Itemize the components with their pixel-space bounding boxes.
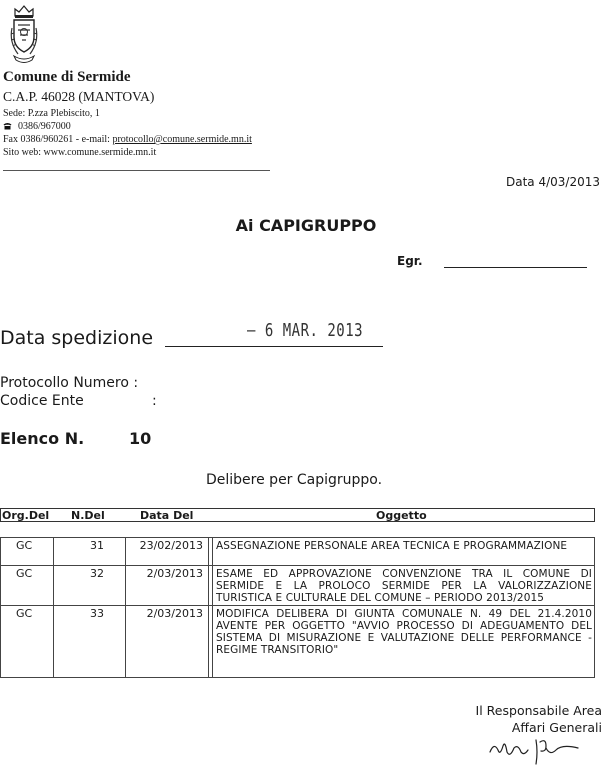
codice-ente-label: Codice Ente [0,393,84,409]
responsabile-line1: Il Responsabile Area [475,703,602,718]
row-divider [0,677,595,678]
fax-email-row [3,134,252,146]
row3-oggetto: MODIFICA DELIBERA DI GIUNTA COMUNALE N. 49 DEL 21.4.2010 AVENTE PER OGGETTO "AVVIO PROCESSO DI ADEGUAMENTO DEL SISTEMA DI MISURAZIONE E VALUTAZIONE DELLE PERFORMANCE - REGIME TRANSITORIO" [216,608,592,656]
row3-num: 33 [90,607,104,620]
phone-row [3,121,71,133]
egr-blank-line [444,267,587,268]
header-n-del: N.Del [71,509,105,522]
column-divider [212,537,213,677]
row2-date: 2/03/2013 [146,567,203,580]
column-divider [594,537,595,677]
delibere-title: Delibere per Capigruppo. [206,472,383,488]
spedizione-label: Data spedizione [0,327,154,349]
row-divider [0,605,595,606]
date-stamp: – 6 MAR. 2013 [247,321,364,341]
row1-date: 23/02/2013 [139,539,203,552]
egr-label: Egr. [397,254,423,268]
header-org-del: Org.Del [2,509,50,522]
row-divider [0,565,595,566]
responsabile-line2: Affari Generali [511,720,602,735]
header-data-del: Data Del [140,509,194,522]
website: Sito web: www.comune.sermide.mn.it [3,147,157,158]
header-oggetto: Oggetto [376,509,427,522]
document-date: Data 4/03/2013 [506,175,600,189]
email-link[interactable]: protocollo@comune.sermide.mn.it [112,134,252,145]
recipient-heading: Ai CAPIGRUPPO [235,216,377,235]
row2-oggetto: ESAME ED APPROVAZIONE CONVENZIONE TRA IL COMUNE DI SERMIDE E LA PROLOCO SERMIDE PER LA VALORIZZAZIONE TURISTICA E CULTURALE DEL COMUNE – PERIODO 2013/2015 [216,568,592,604]
column-divider [125,537,126,677]
handwritten-signature [488,734,580,766]
row-divider [0,537,595,538]
elenco-number: 10 [129,429,152,448]
column-divider [208,537,209,677]
elenco-label: Elenco N. [0,429,85,448]
row1-org: GC [16,539,33,552]
telephone-icon [3,122,12,130]
row2-num: 32 [90,567,104,580]
cap-line: C.A.P. 46028 (MANTOVA) [3,89,155,104]
column-divider [53,537,54,677]
protocollo-label: Protocollo Numero : [0,375,139,391]
row1-oggetto: ASSEGNAZIONE PERSONALE AREA TECNICA E PROGRAMMAZIONE [216,540,568,552]
row3-date: 2/03/2013 [146,607,203,620]
column-divider [0,537,1,677]
row1-num: 31 [90,539,104,552]
comune-name: Comune di Sermide [3,69,131,85]
phone-number: 0386/967000 [18,121,71,132]
fax-label: Fax 0386/960261 - e-mail: [3,134,113,145]
letterhead-divider [3,170,270,171]
row2-org: GC [16,567,33,580]
row3-org: GC [16,607,33,620]
codice-ente-colon: : [152,393,157,409]
coat-of-arms-icon [8,4,40,66]
sede-address: Sede: P.zza Plebiscito, 1 [3,108,100,119]
spedizione-blank-line [165,346,383,347]
